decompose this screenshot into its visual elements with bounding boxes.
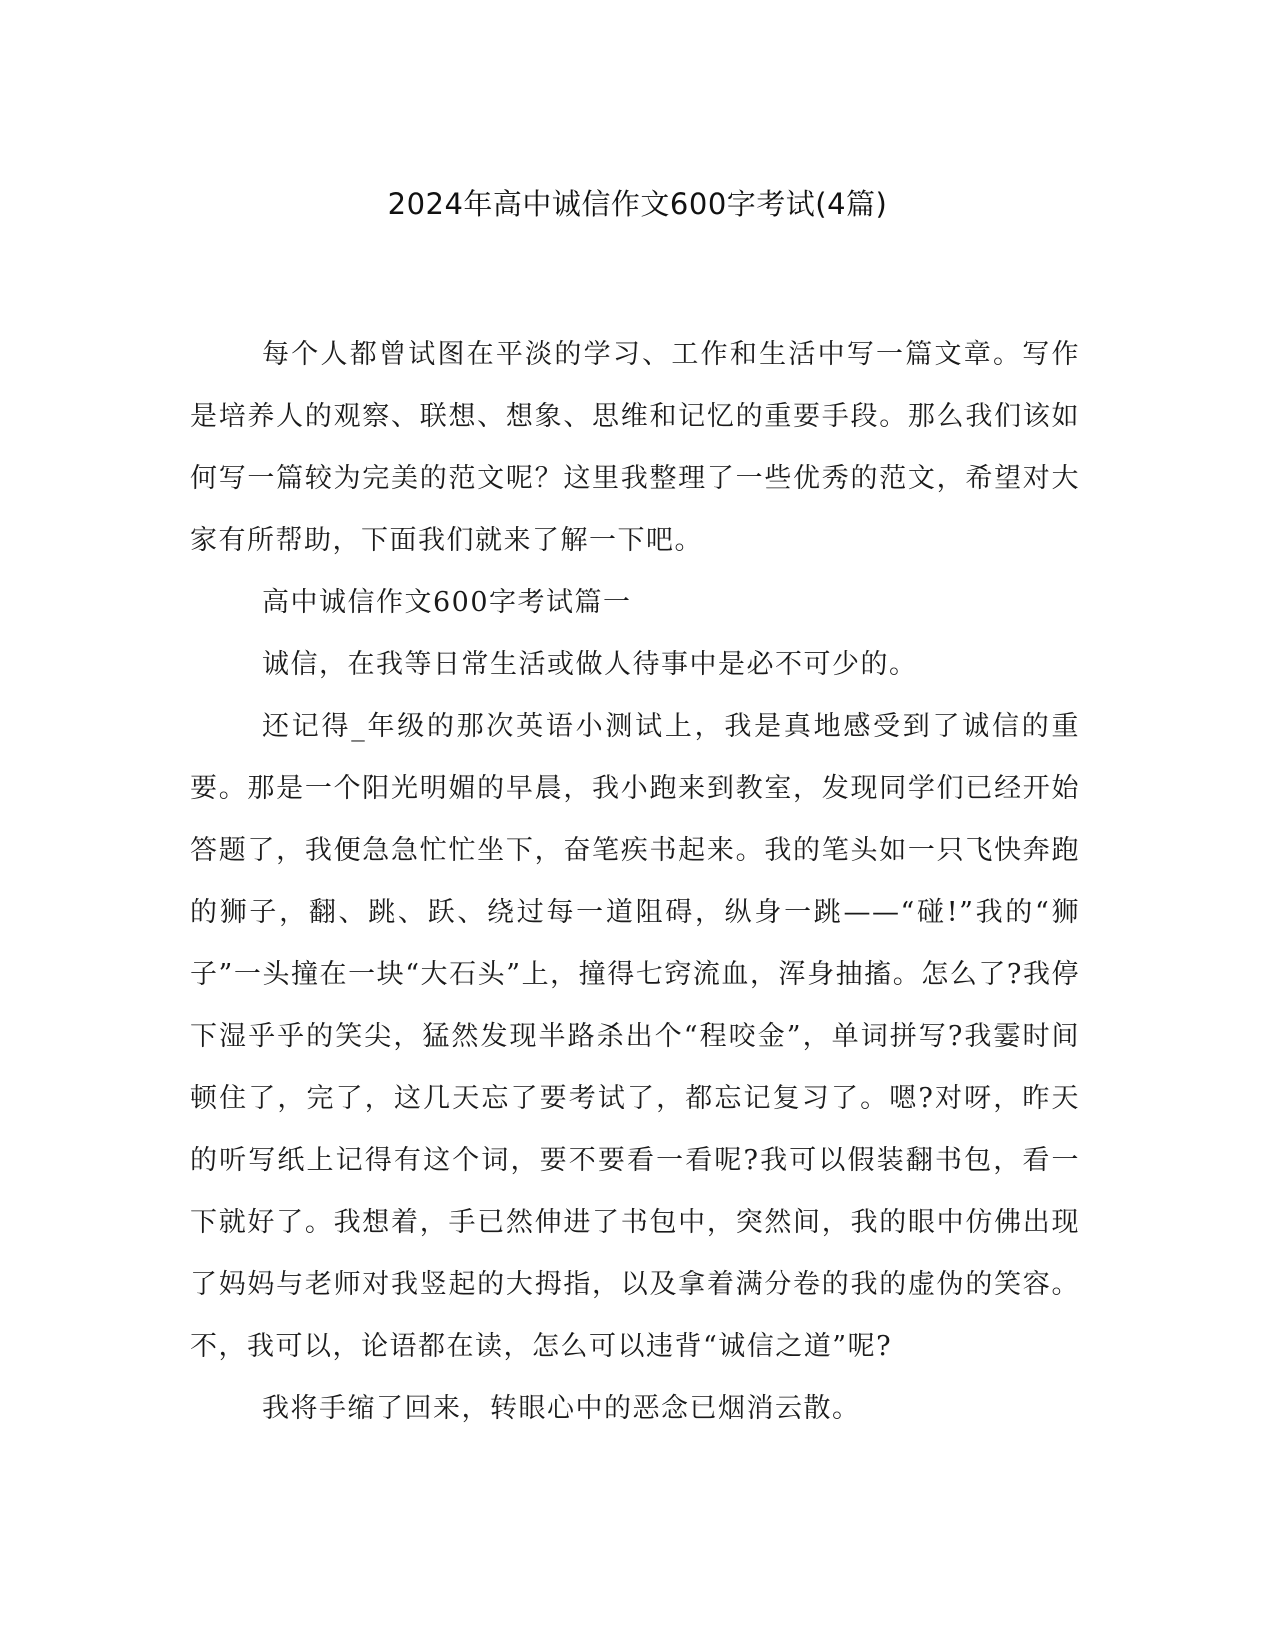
body-paragraph: 我将手缩了回来，转眼心中的恶念已烟消云散。 [262, 1393, 861, 1424]
body-paragraph: 诚信，在我等日常生活或做人待事中是必不可少的。 [262, 649, 918, 680]
section-heading: 高中诚信作文600字考试篇一 [262, 587, 632, 618]
intro-paragraph: 每个人都曾试图在平淡的学习、工作和生活中写一篇文章。写作是培养人的观察、联想、想象、思维和记忆的重要手段。那么我们该如何写一篇较为完美的范文呢？这里我整理了一些优秀的范文，希望对大家有所帮助，下面我们就来了解一下吧。 [190, 339, 1080, 556]
body-paragraph: 还记得_年级的那次英语小测试上，我是真地感受到了诚信的重要。那是一个阳光明媚的早晨，我小跑来到教室，发现同学们已经开始答题了，我便急急忙忙坐下，奋笔疾书起来。我的笔头如一只飞快奔跑的狮子，翻、跳、跃、绕过每一道阻碍，纵身一跳——“碰!”我的“狮子”一头撞在一块“大石头”上，撞得七窍流血，浑身抽搐。怎么了?我停下湿乎乎的笑尖，猛然发现半路杀出个“程咬金”，单词拼写?我霎时间顿住了，完了，这几天忘了要考试了，都忘记复习了。嗯?对呀，昨天的听写纸上记得有这个词，要不要看一看呢?我可以假装翻书包，看一下就好了。我想着，手已然伸进了书包中，突然间，我的眼中仿佛出现了妈妈与老师对我竖起的大拇指，以及拿着满分卷的我的虚伪的笑容。不，我可以，论语都在读，怎么可以违背“诚信之道”呢? [190, 711, 1080, 1362]
document-title: 2024年高中诚信作文600字考试(4篇) [387, 187, 888, 221]
document-body [190, 324, 1080, 1440]
